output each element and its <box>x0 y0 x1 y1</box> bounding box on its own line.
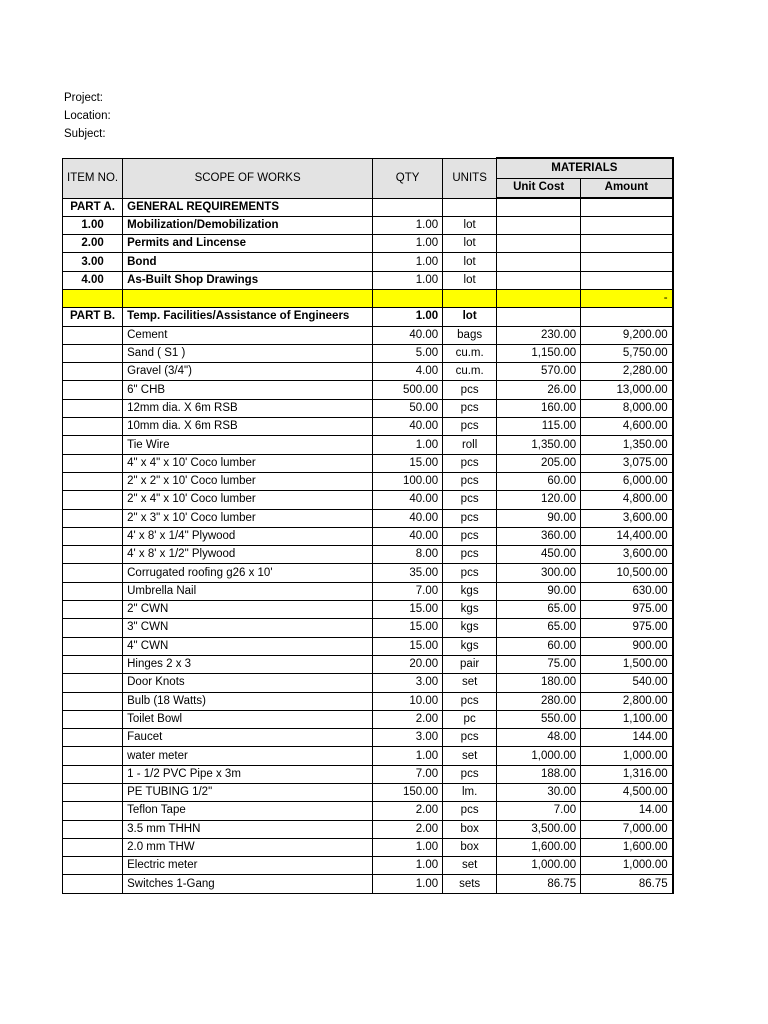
part-a-subtotal-row <box>63 289 673 307</box>
material-qty: 20.00 <box>373 655 443 673</box>
material-desc: Gravel (3/4") <box>123 363 373 381</box>
material-qty: 40.00 <box>373 326 443 344</box>
item-no <box>63 546 123 564</box>
material-unit-cost: 30.00 <box>497 784 581 802</box>
item-qty: 1.00 <box>373 235 443 253</box>
material-desc: 10mm dia. X 6m RSB <box>123 418 373 436</box>
item-unit: lot <box>443 271 497 289</box>
material-amount: 6,000.00 <box>581 472 673 490</box>
material-desc: 12mm dia. X 6m RSB <box>123 399 373 417</box>
material-amount: 9,200.00 <box>581 326 673 344</box>
item-qty: 1.00 <box>373 271 443 289</box>
material-unit-cost: 90.00 <box>497 509 581 527</box>
item-no: 1.00 <box>63 216 123 234</box>
material-row <box>63 747 673 765</box>
material-unit: pcs <box>443 546 497 564</box>
item-no <box>63 802 123 820</box>
material-row <box>63 564 673 582</box>
item-unit: lot <box>443 216 497 234</box>
material-unit-cost: 205.00 <box>497 454 581 472</box>
item-no <box>63 637 123 655</box>
material-unit-cost: 120.00 <box>497 491 581 509</box>
material-amount: 1,000.00 <box>581 747 673 765</box>
material-qty: 500.00 <box>373 381 443 399</box>
material-qty: 35.00 <box>373 564 443 582</box>
item-no <box>63 399 123 417</box>
material-desc: 2" x 2" x 10' Coco lumber <box>123 472 373 490</box>
material-desc: 6" CHB <box>123 381 373 399</box>
material-unit: kgs <box>443 637 497 655</box>
material-qty: 10.00 <box>373 692 443 710</box>
material-amount: 3,600.00 <box>581 546 673 564</box>
item-no <box>63 784 123 802</box>
item-unit: lot <box>443 253 497 271</box>
item-desc: Permits and Lincense <box>123 235 373 253</box>
material-unit: sets <box>443 875 497 893</box>
material-unit: set <box>443 857 497 875</box>
material-unit: pair <box>443 655 497 673</box>
item-no <box>63 326 123 344</box>
material-qty: 8.00 <box>373 546 443 564</box>
material-qty: 3.00 <box>373 674 443 692</box>
material-desc: 3" CWN <box>123 619 373 637</box>
material-unit-cost: 3,500.00 <box>497 820 581 838</box>
document-header <box>64 89 111 143</box>
item-no <box>63 527 123 545</box>
material-unit-cost: 230.00 <box>497 326 581 344</box>
material-unit-cost: 48.00 <box>497 729 581 747</box>
material-amount: 2,280.00 <box>581 363 673 381</box>
material-desc: 2" x 3" x 10' Coco lumber <box>123 509 373 527</box>
material-amount: 8,000.00 <box>581 399 673 417</box>
material-qty: 15.00 <box>373 637 443 655</box>
material-qty: 2.00 <box>373 802 443 820</box>
item-unit-cost <box>497 253 581 271</box>
subject-label: Subject: <box>64 128 106 140</box>
material-unit-cost: 1,350.00 <box>497 436 581 454</box>
material-amount: 13,000.00 <box>581 381 673 399</box>
material-row <box>63 344 673 362</box>
material-qty: 40.00 <box>373 418 443 436</box>
material-unit: cu.m. <box>443 344 497 362</box>
material-desc: Door Knots <box>123 674 373 692</box>
material-row <box>63 619 673 637</box>
material-amount: 630.00 <box>581 582 673 600</box>
item-no <box>63 418 123 436</box>
col-header-item-no: ITEM NO. <box>63 158 123 198</box>
material-unit: pcs <box>443 399 497 417</box>
material-row <box>63 399 673 417</box>
material-unit-cost: 26.00 <box>497 381 581 399</box>
material-row <box>63 363 673 381</box>
material-qty: 7.00 <box>373 765 443 783</box>
material-amount: 86.75 <box>581 875 673 893</box>
material-amount: 1,350.00 <box>581 436 673 454</box>
material-unit: set <box>443 747 497 765</box>
material-qty: 40.00 <box>373 509 443 527</box>
material-amount: 14,400.00 <box>581 527 673 545</box>
material-unit-cost: 75.00 <box>497 655 581 673</box>
material-row <box>63 454 673 472</box>
material-amount: 144.00 <box>581 729 673 747</box>
item-amount <box>581 216 673 234</box>
material-row <box>63 436 673 454</box>
material-qty: 7.00 <box>373 582 443 600</box>
material-amount: 5,750.00 <box>581 344 673 362</box>
col-header-scope: SCOPE OF WORKS <box>123 158 373 198</box>
material-unit-cost: 1,000.00 <box>497 857 581 875</box>
material-amount: 1,316.00 <box>581 765 673 783</box>
item-amount <box>581 271 673 289</box>
material-row <box>63 582 673 600</box>
item-unit-cost <box>497 271 581 289</box>
material-unit: kgs <box>443 582 497 600</box>
material-unit: pcs <box>443 454 497 472</box>
item-no <box>63 564 123 582</box>
material-desc: PE TUBING 1/2" <box>123 784 373 802</box>
part-a-item-row <box>63 253 673 271</box>
col-header-amount: Amount <box>581 178 673 198</box>
material-row <box>63 637 673 655</box>
material-unit: roll <box>443 436 497 454</box>
material-row <box>63 472 673 490</box>
col-header-unit-cost: Unit Cost <box>497 178 581 198</box>
material-row <box>63 381 673 399</box>
material-amount: 540.00 <box>581 674 673 692</box>
material-unit: box <box>443 838 497 856</box>
material-amount: 1,500.00 <box>581 655 673 673</box>
material-unit: bags <box>443 326 497 344</box>
part-a-label: PART A. <box>63 198 123 216</box>
item-amount <box>581 235 673 253</box>
item-desc: Bond <box>123 253 373 271</box>
material-desc: Electric meter <box>123 857 373 875</box>
material-unit-cost: 115.00 <box>497 418 581 436</box>
material-row <box>63 546 673 564</box>
material-qty: 2.00 <box>373 820 443 838</box>
material-row <box>63 692 673 710</box>
material-desc: 4' x 8' x 1/4" Plywood <box>123 527 373 545</box>
material-row <box>63 491 673 509</box>
material-desc: 2.0 mm THW <box>123 838 373 856</box>
material-unit: lm. <box>443 784 497 802</box>
material-unit: pc <box>443 710 497 728</box>
item-unit-cost <box>497 216 581 234</box>
item-no <box>63 692 123 710</box>
item-no <box>63 765 123 783</box>
material-desc: Umbrella Nail <box>123 582 373 600</box>
material-qty: 2.00 <box>373 710 443 728</box>
material-amount: 3,075.00 <box>581 454 673 472</box>
material-unit: pcs <box>443 692 497 710</box>
material-row <box>63 820 673 838</box>
item-no <box>63 747 123 765</box>
material-row <box>63 601 673 619</box>
material-desc: 4' x 8' x 1/2" Plywood <box>123 546 373 564</box>
material-desc: Sand ( S1 ) <box>123 344 373 362</box>
item-no: 2.00 <box>63 235 123 253</box>
item-unit: lot <box>443 235 497 253</box>
item-no <box>63 509 123 527</box>
item-no <box>63 472 123 490</box>
material-amount: 4,600.00 <box>581 418 673 436</box>
material-amount: 4,500.00 <box>581 784 673 802</box>
material-amount: 1,000.00 <box>581 857 673 875</box>
material-unit-cost: 450.00 <box>497 546 581 564</box>
material-desc: Hinges 2 x 3 <box>123 655 373 673</box>
col-header-materials: MATERIALS <box>497 158 673 178</box>
material-qty: 3.00 <box>373 729 443 747</box>
material-unit-cost: 160.00 <box>497 399 581 417</box>
material-qty: 50.00 <box>373 399 443 417</box>
material-desc: 2" x 4" x 10' Coco lumber <box>123 491 373 509</box>
item-no <box>63 582 123 600</box>
item-no <box>63 619 123 637</box>
item-no <box>63 820 123 838</box>
material-unit-cost: 550.00 <box>497 710 581 728</box>
item-no <box>63 875 123 893</box>
material-amount: 4,800.00 <box>581 491 673 509</box>
part-b-qty: 1.00 <box>373 308 443 326</box>
material-unit: box <box>443 820 497 838</box>
material-unit: pcs <box>443 381 497 399</box>
material-desc: 4" x 4" x 10' Coco lumber <box>123 454 373 472</box>
bill-of-quantities-table <box>62 157 674 894</box>
material-row <box>63 784 673 802</box>
material-qty: 15.00 <box>373 454 443 472</box>
material-row <box>63 674 673 692</box>
part-b-title: Temp. Facilities/Assistance of Engineers <box>123 308 373 326</box>
material-amount: 1,100.00 <box>581 710 673 728</box>
material-row <box>63 418 673 436</box>
material-qty: 4.00 <box>373 363 443 381</box>
material-desc: Toilet Bowl <box>123 710 373 728</box>
material-unit: cu.m. <box>443 363 497 381</box>
material-row <box>63 710 673 728</box>
material-unit-cost: 1,600.00 <box>497 838 581 856</box>
part-b-row <box>63 308 673 326</box>
material-unit-cost: 65.00 <box>497 619 581 637</box>
material-qty: 1.00 <box>373 436 443 454</box>
item-no <box>63 674 123 692</box>
table-header-row-1 <box>63 158 673 178</box>
material-desc: Cement <box>123 326 373 344</box>
material-qty: 40.00 <box>373 527 443 545</box>
material-unit-cost: 180.00 <box>497 674 581 692</box>
project-label: Project: <box>64 92 103 104</box>
material-row <box>63 729 673 747</box>
material-qty: 1.00 <box>373 875 443 893</box>
material-qty: 40.00 <box>373 491 443 509</box>
material-desc: 2" CWN <box>123 601 373 619</box>
item-no: 3.00 <box>63 253 123 271</box>
material-unit: set <box>443 674 497 692</box>
material-unit: pcs <box>443 564 497 582</box>
item-no <box>63 729 123 747</box>
item-no <box>63 601 123 619</box>
material-desc: 3.5 mm THHN <box>123 820 373 838</box>
material-unit: pcs <box>443 491 497 509</box>
item-no <box>63 491 123 509</box>
item-no <box>63 857 123 875</box>
material-amount: 7,000.00 <box>581 820 673 838</box>
material-desc: Tie Wire <box>123 436 373 454</box>
material-unit: kgs <box>443 601 497 619</box>
item-desc: As-Built Shop Drawings <box>123 271 373 289</box>
material-unit: pcs <box>443 729 497 747</box>
material-qty: 5.00 <box>373 344 443 362</box>
part-a-title: GENERAL REQUIREMENTS <box>123 198 373 216</box>
material-row <box>63 802 673 820</box>
part-b-unit: lot <box>443 308 497 326</box>
item-no <box>63 838 123 856</box>
item-no <box>63 710 123 728</box>
material-unit-cost: 360.00 <box>497 527 581 545</box>
col-header-qty: QTY <box>373 158 443 198</box>
material-row <box>63 509 673 527</box>
material-qty: 100.00 <box>373 472 443 490</box>
material-desc: Switches 1-Gang <box>123 875 373 893</box>
material-amount: 3,600.00 <box>581 509 673 527</box>
material-unit-cost: 188.00 <box>497 765 581 783</box>
material-desc: Bulb (18 Watts) <box>123 692 373 710</box>
material-unit: pcs <box>443 418 497 436</box>
material-qty: 1.00 <box>373 857 443 875</box>
material-amount: 1,600.00 <box>581 838 673 856</box>
material-unit: pcs <box>443 765 497 783</box>
material-row <box>63 875 673 893</box>
material-unit: pcs <box>443 527 497 545</box>
material-unit-cost: 7.00 <box>497 802 581 820</box>
location-label: Location: <box>64 110 111 122</box>
material-unit: kgs <box>443 619 497 637</box>
part-b-label: PART B. <box>63 308 123 326</box>
material-qty: 15.00 <box>373 619 443 637</box>
item-unit-cost <box>497 235 581 253</box>
item-qty: 1.00 <box>373 253 443 271</box>
material-qty: 150.00 <box>373 784 443 802</box>
material-unit-cost: 60.00 <box>497 472 581 490</box>
material-desc: 4" CWN <box>123 637 373 655</box>
item-no: 4.00 <box>63 271 123 289</box>
material-qty: 15.00 <box>373 601 443 619</box>
material-amount: 975.00 <box>581 619 673 637</box>
material-qty: 1.00 <box>373 747 443 765</box>
material-amount: 14.00 <box>581 802 673 820</box>
material-unit-cost: 1,000.00 <box>497 747 581 765</box>
material-unit-cost: 570.00 <box>497 363 581 381</box>
material-unit: pcs <box>443 802 497 820</box>
item-no <box>63 381 123 399</box>
part-a-row <box>63 198 673 216</box>
material-desc: water meter <box>123 747 373 765</box>
item-qty: 1.00 <box>373 216 443 234</box>
material-unit-cost: 1,150.00 <box>497 344 581 362</box>
material-desc: 1 - 1/2 PVC Pipe x 3m <box>123 765 373 783</box>
material-unit-cost: 90.00 <box>497 582 581 600</box>
material-qty: 1.00 <box>373 838 443 856</box>
material-desc: Teflon Tape <box>123 802 373 820</box>
material-unit-cost: 65.00 <box>497 601 581 619</box>
item-no <box>63 344 123 362</box>
material-row <box>63 326 673 344</box>
material-unit-cost: 280.00 <box>497 692 581 710</box>
item-no <box>63 436 123 454</box>
item-no <box>63 454 123 472</box>
material-row <box>63 765 673 783</box>
item-amount <box>581 253 673 271</box>
material-unit: pcs <box>443 509 497 527</box>
material-row <box>63 655 673 673</box>
part-a-subtotal: - <box>581 289 673 307</box>
material-unit-cost: 60.00 <box>497 637 581 655</box>
material-desc: Corrugated roofing g26 x 10' <box>123 564 373 582</box>
material-row <box>63 527 673 545</box>
material-unit-cost: 86.75 <box>497 875 581 893</box>
col-header-units: UNITS <box>443 158 497 198</box>
material-amount: 900.00 <box>581 637 673 655</box>
part-a-item-row <box>63 271 673 289</box>
item-no <box>63 655 123 673</box>
material-row <box>63 838 673 856</box>
item-no <box>63 363 123 381</box>
item-desc: Mobilization/Demobilization <box>123 216 373 234</box>
material-row <box>63 857 673 875</box>
part-a-item-row <box>63 216 673 234</box>
part-a-item-row <box>63 235 673 253</box>
material-desc: Faucet <box>123 729 373 747</box>
material-unit: pcs <box>443 472 497 490</box>
material-amount: 2,800.00 <box>581 692 673 710</box>
material-amount: 10,500.00 <box>581 564 673 582</box>
material-amount: 975.00 <box>581 601 673 619</box>
material-unit-cost: 300.00 <box>497 564 581 582</box>
